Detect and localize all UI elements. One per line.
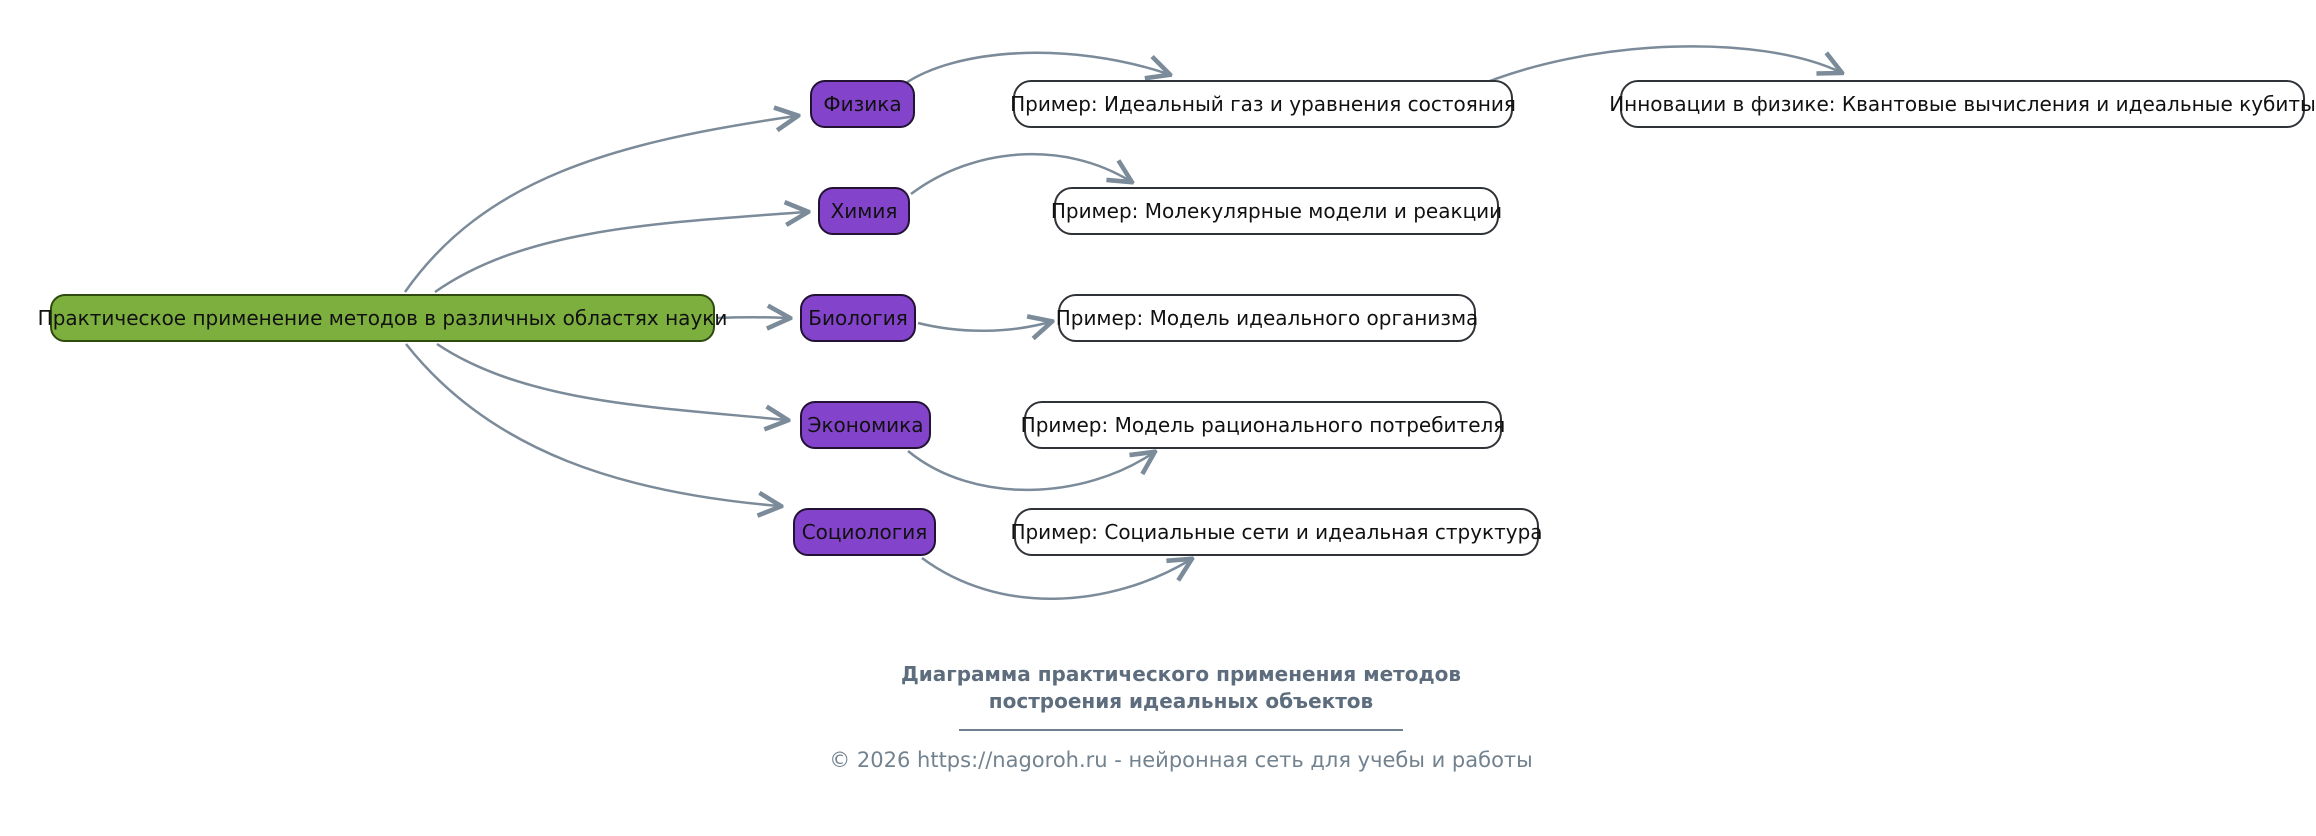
edge-root-sociology (406, 344, 779, 506)
copyright-text: © 2026 https://nagoroh.ru - нейронная сеть для учебы и работы (829, 748, 1533, 772)
edge-biology-example (918, 322, 1050, 331)
edge-root-chemistry (435, 212, 806, 292)
edge-root-physics (405, 116, 796, 292)
branch-node-chemistry: Химия (818, 187, 910, 235)
edge-root-biology (717, 317, 788, 318)
caption-line-2: построения идеальных объектов (988, 689, 1374, 713)
innovation-node-physics: Инновации в физике: Квантовые вычисления и идеальные кубиты (1620, 80, 2305, 128)
branch-node-sociology: Социология (793, 508, 936, 556)
root-node: Практическое применение методов в различных областях науки (50, 294, 715, 342)
edge-economics-example (908, 451, 1153, 490)
branch-node-physics: Физика (810, 80, 915, 128)
branch-node-biology: Биология (800, 294, 916, 342)
example-node-biology: Пример: Модель идеального организма (1058, 294, 1476, 342)
caption-divider (959, 729, 1403, 731)
example-node-economics: Пример: Модель рационального потребителя (1024, 401, 1502, 449)
branch-node-economics: Экономика (800, 401, 931, 449)
example-node-sociology: Пример: Социальные сети и идеальная структура (1014, 508, 1539, 556)
edge-sociology-example (922, 558, 1190, 599)
diagram-caption (731, 661, 1631, 715)
caption-line-1: Диаграмма практического применения методов (900, 662, 1462, 686)
example-node-physics: Пример: Идеальный газ и уравнения состояния (1013, 80, 1513, 128)
example-node-chemistry: Пример: Молекулярные модели и реакции (1054, 187, 1499, 235)
edge-root-economics (437, 344, 786, 420)
